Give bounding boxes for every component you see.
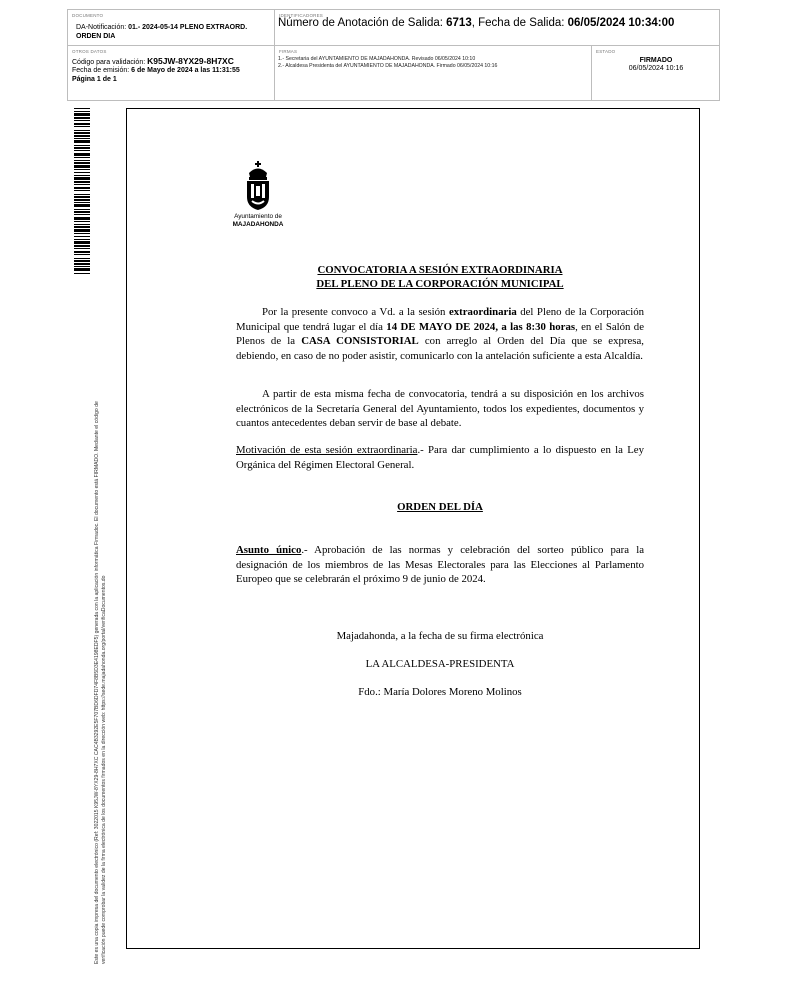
- barcode-bar: [74, 199, 90, 201]
- identificadores-label: IDENTIFICADORES: [279, 13, 324, 18]
- barcode-bar: [74, 113, 90, 116]
- barcode-bar: [74, 175, 90, 176]
- verification-side-text: [94, 304, 108, 964]
- barcode-bar: [74, 138, 90, 139]
- barcode-bar: [74, 245, 90, 247]
- barcode-bar: [74, 120, 90, 121]
- documento-name: 01.- 2024-05-14 PLENO EXTRAORD. ORDEN DIA: [76, 24, 248, 40]
- barcode-bar: [74, 260, 90, 262]
- identificadores-cell: [275, 10, 720, 46]
- estado-status: FIRMADO: [639, 57, 673, 64]
- otros-label: OTROS DATOS: [72, 49, 107, 54]
- barcode-bar: [74, 126, 90, 127]
- barcode-bar: [74, 268, 90, 271]
- p3-motivacion-label: Motivación de esta sesión extraordinaria: [236, 444, 418, 456]
- document-title-1: CONVOCATORIA A SESIÓN EXTRAORDINARIA: [317, 264, 563, 276]
- barcode-bar: [74, 194, 90, 195]
- barcode-bar: [74, 160, 90, 161]
- paragraph-disposicion: A partir de esta misma fecha de convocatoria, tendrá a su disposición en los archivos electrónicos de la Secretaría General del Ayuntamiento, todos los expedientes, documentos y cuantos antecedentes deban servir de base al debate.: [236, 388, 644, 430]
- anotacion-numero: 6713: [446, 17, 472, 29]
- barcode-bar: [74, 241, 90, 244]
- p1-fecha-hora: 14 DE MAYO DE 2024, a las 8:30 horas: [386, 320, 576, 333]
- barcode-bar: [74, 108, 90, 109]
- paragraph-motivacion: [236, 443, 644, 472]
- barcode-bar: [74, 130, 90, 131]
- closing-cargo: LA ALCALDESA-PRESIDENTA: [365, 658, 515, 670]
- orden-del-dia-heading: ORDEN DEL DÍA: [397, 501, 483, 513]
- otros-datos-cell: [68, 46, 275, 101]
- barcode-bar: [74, 145, 90, 146]
- documento-prefix: DA-Notificación:: [76, 24, 129, 31]
- barcode-bar: [74, 153, 90, 156]
- firmas-label: FIRMAS: [279, 49, 298, 54]
- side-text-line-1: Este es una copia impresa del documento electrónico (Ref: 3022015 K95JW-8YX29-8H7XC CAC4B3292E5F707BD6DFD74F8B5D3E4198EDF5) generada con la aplicación informática Firmadoc. El documento está FIRMADO. Mediante el código de: [94, 401, 100, 964]
- asunto-unico-label: Asunto único: [236, 544, 302, 556]
- closing-firma: Fdo.: María Dolores Moreno Molinos: [358, 686, 522, 698]
- barcode: [74, 108, 90, 275]
- barcode-bar: [74, 263, 90, 265]
- p3-motivacion-text: .- Para dar cumplimiento a lo dispuesto en la Ley Orgánica del Régimen Electoral General.: [236, 444, 644, 471]
- firmas-cell: [275, 46, 592, 101]
- barcode-bar: [74, 266, 90, 267]
- fecha-emision: 6 de Mayo de 2024 a las 11:31:55: [131, 67, 240, 75]
- p1-casa-consistorial: CASA CONSISTORIAL: [301, 335, 419, 348]
- barcode-bar: [74, 184, 90, 185]
- otros-value: [72, 57, 272, 84]
- barcode-bar: [74, 135, 90, 137]
- barcode-bar: [74, 132, 90, 134]
- firma-1: 1.- Secretaria del AYUNTAMIENTO DE MAJADAHONDA. Revisado 06/05/2024 10:10: [278, 56, 476, 62]
- barcode-bar: [74, 211, 90, 213]
- crown-shield-icon: [244, 161, 272, 211]
- logo-line-2: MAJADAHONDA: [232, 220, 284, 228]
- barcode-bar: [74, 233, 90, 234]
- document-header: [67, 9, 720, 101]
- barcode-bar: [74, 123, 90, 125]
- codigo-validacion: K95JW-8YX29-8H7XC: [147, 56, 234, 66]
- paragraph-convocatoria: [236, 305, 644, 363]
- barcode-bar: [74, 162, 90, 164]
- pagina-indicator: Página 1 de 1: [72, 75, 117, 83]
- estado-label: ESTADO: [596, 49, 616, 54]
- barcode-bar: [74, 117, 90, 119]
- barcode-bar: [74, 169, 90, 170]
- barcode-bar: [74, 254, 90, 255]
- barcode-bar: [74, 248, 90, 249]
- estado-cell: [592, 46, 720, 101]
- paragraph-asunto: [236, 543, 644, 587]
- barcode-bar: [74, 226, 90, 228]
- logo-line-1: Ayuntamiento de: [234, 213, 282, 220]
- side-text-line-2: verificación puede comprobar la validez de la firma electrónica de los documentos firmados en la dirección web: https://sede.majadahonda.org/portal/verificaDocumentos.do: [101, 575, 107, 964]
- barcode-bar: [74, 224, 90, 225]
- barcode-bar: [74, 157, 90, 158]
- estado-fecha: 06/05/2024 10:16: [628, 65, 684, 72]
- barcode-bar: [74, 172, 90, 173]
- documento-value: [76, 23, 271, 41]
- barcode-bar: [74, 140, 90, 143]
- barcode-bar: [74, 251, 90, 253]
- p1-extraordinaria: extraordinaria: [448, 306, 517, 318]
- barcode-bar: [74, 217, 90, 220]
- barcode-bar: [74, 209, 90, 210]
- codigo-prefix: Código para validación:: [72, 59, 148, 66]
- barcode-bar: [74, 190, 90, 191]
- barcode-bar: [74, 177, 90, 180]
- firma-2: 2.- Alcaldesa Presidenta del AYUNTAMIENTO DE MAJADAHONDA. Firmado 06/05/2024 10:16: [278, 63, 498, 69]
- fecha-salida: 06/05/2024 10:34:00: [567, 17, 675, 29]
- barcode-bar: [74, 221, 90, 222]
- documento-cell: [68, 10, 275, 46]
- documento-label: DOCUMENTO: [72, 13, 104, 18]
- barcode-bar: [74, 229, 90, 232]
- barcode-bar: [74, 111, 90, 112]
- barcode-bar: [74, 187, 90, 189]
- document-frame: [126, 108, 700, 949]
- fecha-prefix: , Fecha de Salida:: [471, 17, 568, 29]
- emision-prefix: Fecha de emisión:: [72, 67, 132, 75]
- barcode-bar: [74, 214, 90, 215]
- barcode-bar: [74, 204, 90, 207]
- p1-part-c: del Pleno de la Corporación Municipal que tendrá lugar el día: [236, 306, 645, 333]
- ayuntamiento-logo: [226, 161, 290, 233]
- document-title-2: DEL PLENO DE LA CORPORACIÓN MUNICIPAL: [316, 278, 564, 290]
- barcode-bar: [74, 236, 90, 237]
- asunto-unico-text: .- Aprobación de las normas y celebración del sorteo público para la designación de los miembros de las Mesas Electorales para las Elecciones al Parlamento Europeo que se celebrarán el próximo 9 de junio de 2024.: [236, 544, 644, 586]
- p1-part-g: con arreglo al Orden del Día que se expresa, debiendo, en caso de no poder asistir, comunicarlo con la antelación suficiente a esta Alcaldía.: [236, 335, 644, 362]
- barcode-bar: [74, 258, 90, 259]
- barcode-bar: [74, 165, 90, 168]
- identificadores-value: [278, 17, 708, 31]
- barcode-bar: [74, 196, 90, 198]
- barcode-bar: [74, 239, 90, 240]
- closing-lugar-fecha: Majadahonda, a la fecha de su firma electrónica: [336, 630, 544, 642]
- firmas-list: [278, 56, 590, 70]
- barcode-bar: [74, 181, 90, 183]
- barcode-bar: [74, 147, 90, 149]
- barcode-bar: [74, 273, 90, 274]
- p1-part-a: Por la presente convoco a Vd. a la sesión: [262, 306, 449, 318]
- p1-part-e: , en el Salón de Plenos de la: [236, 320, 644, 348]
- barcode-bar: [74, 202, 90, 203]
- logo-text: [226, 213, 290, 228]
- estado-value: [592, 57, 720, 73]
- anotacion-prefix: Número de Anotación de Salida:: [278, 17, 447, 29]
- barcode-bar: [74, 150, 90, 151]
